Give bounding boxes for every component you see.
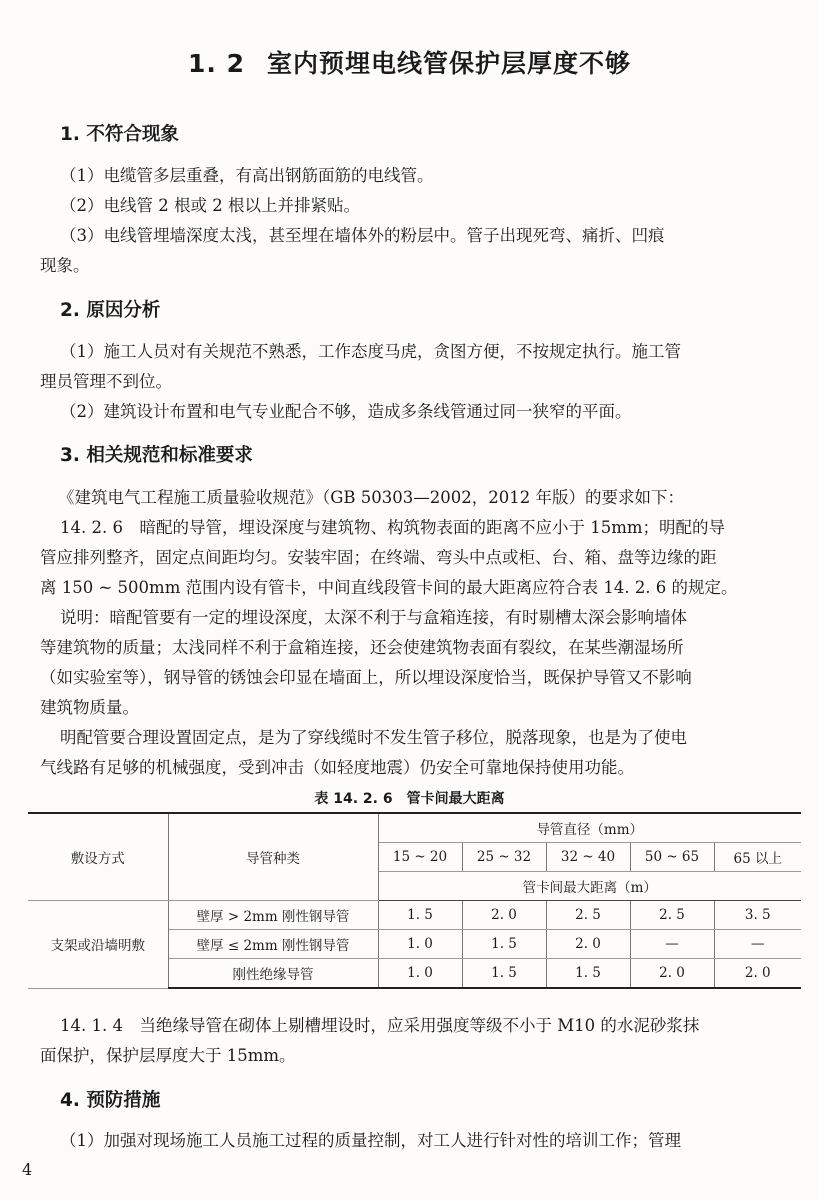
paragraph-line: 离 150 ~ 500mm 范围内设有管卡，中间直线段管卡间的最大距离应符合表 14. 2. 6 的规定。 [40, 578, 738, 597]
header-method: 敷设方式 [28, 813, 168, 901]
heading-cause-analysis: 2. 原因分析 [60, 300, 161, 321]
header-diameter: 导管直径（mm） [378, 813, 801, 843]
heading-prevention: 4. 预防措施 [60, 1090, 161, 1111]
paragraph-line: 管应排列整齐，固定点间距均匀。安装牢固；在终端、弯头中点或柜、台、箱、盘等边缘的距 [40, 548, 717, 567]
paragraph-line: （3）电线管埋墙深度太浅，甚至埋在墙体外的粉层中。管子出现死弯、痛折、凹痕 [60, 226, 665, 245]
paragraph-line: 理员管理不到位。 [40, 372, 172, 391]
value-cell: 2. 0 [462, 901, 546, 930]
header-pipe-type: 导管种类 [168, 813, 378, 901]
heading-noncompliance: 1. 不符合现象 [60, 124, 179, 145]
diameter-cell: 65 以上 [714, 843, 801, 872]
value-cell: — [630, 930, 714, 959]
paragraph-line: 建筑物质量。 [40, 698, 139, 717]
table-row [28, 813, 801, 843]
paragraph-line: 明配管要合理设置固定点，是为了穿线缆时不发生管子移位，脱落现象，也是为了使电 [60, 728, 687, 747]
paragraph-line: 《建筑电气工程施工质量验收规范》（GB 50303—2002，2012 年版）的要求如下： [58, 488, 685, 507]
value-cell: 1. 0 [378, 930, 462, 959]
value-cell: 1. 5 [462, 959, 546, 989]
paragraph-line: （2）电线管 2 根或 2 根以上并排紧贴。 [60, 196, 360, 215]
heading-standards: 3. 相关规范和标准要求 [60, 445, 253, 466]
pipe-type-cell: 壁厚 > 2mm 刚性钢导管 [168, 901, 378, 930]
paragraph-line: 说明：暗配管要有一定的埋设深度，太深不利于与盒箱连接，有时剔槽太深会影响墙体 [60, 608, 687, 627]
value-cell: 1. 5 [462, 930, 546, 959]
section-number: 1. 2 [187, 49, 245, 78]
section-title [0, 44, 819, 80]
value-cell: 2. 0 [630, 959, 714, 989]
paragraph-line: 14. 2. 6 暗配的导管，埋设深度与建筑物、构筑物表面的距离不应小于 15mm；明配的导 [60, 518, 726, 537]
value-cell: — [714, 930, 801, 959]
paragraph-line: （如实验室等），钢导管的锈蚀会印显在墙面上，所以埋设深度恰当，既保护导管又不影响 [40, 668, 692, 687]
value-cell: 2. 0 [714, 959, 801, 989]
diameter-cell: 25 ~ 32 [462, 843, 546, 872]
method-cell: 支架或沿墙明敷 [28, 901, 168, 989]
paragraph-line: 14. 1. 4 当绝缘导管在砌体上剔槽埋设时，应采用强度等级不小于 M10 的水泥砂浆抹 [60, 1016, 700, 1035]
diameter-cell: 15 ~ 20 [378, 843, 462, 872]
table-row [28, 901, 801, 930]
page-number: 4 [22, 1160, 33, 1179]
header-distance: 管卡间最大距离（m） [378, 872, 801, 901]
value-cell: 2. 5 [630, 901, 714, 930]
paragraph-line: （1）加强对现场施工人员施工过程的质量控制，对工人进行针对性的培训工作；管理 [60, 1131, 681, 1150]
value-cell: 1. 5 [546, 959, 630, 989]
paragraph-line: 气线路有足够的机械强度，受到冲击（如轻度地震）仍安全可靠地保持使用功能。 [40, 758, 634, 777]
clip-distance-table [28, 812, 801, 989]
paragraph-line: （1）施工人员对有关规范不熟悉，工作态度马虎，贪图方便，不按规定执行。施工管 [60, 342, 681, 361]
value-cell: 2. 5 [546, 901, 630, 930]
value-cell: 2. 0 [546, 930, 630, 959]
diameter-cell: 32 ~ 40 [546, 843, 630, 872]
paragraph-line: （1）电缆管多层重叠，有高出钢筋面筋的电线管。 [60, 166, 434, 185]
value-cell: 1. 0 [378, 959, 462, 989]
table-caption: 表 14. 2. 6 管卡间最大距离 [314, 791, 505, 807]
paragraph-line: 面保护，保护层厚度大于 15mm。 [40, 1046, 296, 1065]
paragraph-line: （2）建筑设计布置和电气专业配合不够，造成多条线管通过同一狭窄的平面。 [60, 402, 632, 421]
paragraph-line: 现象。 [40, 256, 90, 275]
value-cell: 1. 5 [378, 901, 462, 930]
section-title-text: 室内预埋电线管保护层厚度不够 [266, 49, 631, 78]
diameter-cell: 50 ~ 65 [630, 843, 714, 872]
pipe-type-cell: 壁厚 ≤ 2mm 刚性钢导管 [168, 930, 378, 959]
paragraph-line: 等建筑物的质量；太浅同样不利于盒箱连接，还会使建筑物表面有裂纹，在某些潮湿场所 [40, 638, 684, 657]
value-cell: 3. 5 [714, 901, 801, 930]
pipe-type-cell: 刚性绝缘导管 [168, 959, 378, 989]
